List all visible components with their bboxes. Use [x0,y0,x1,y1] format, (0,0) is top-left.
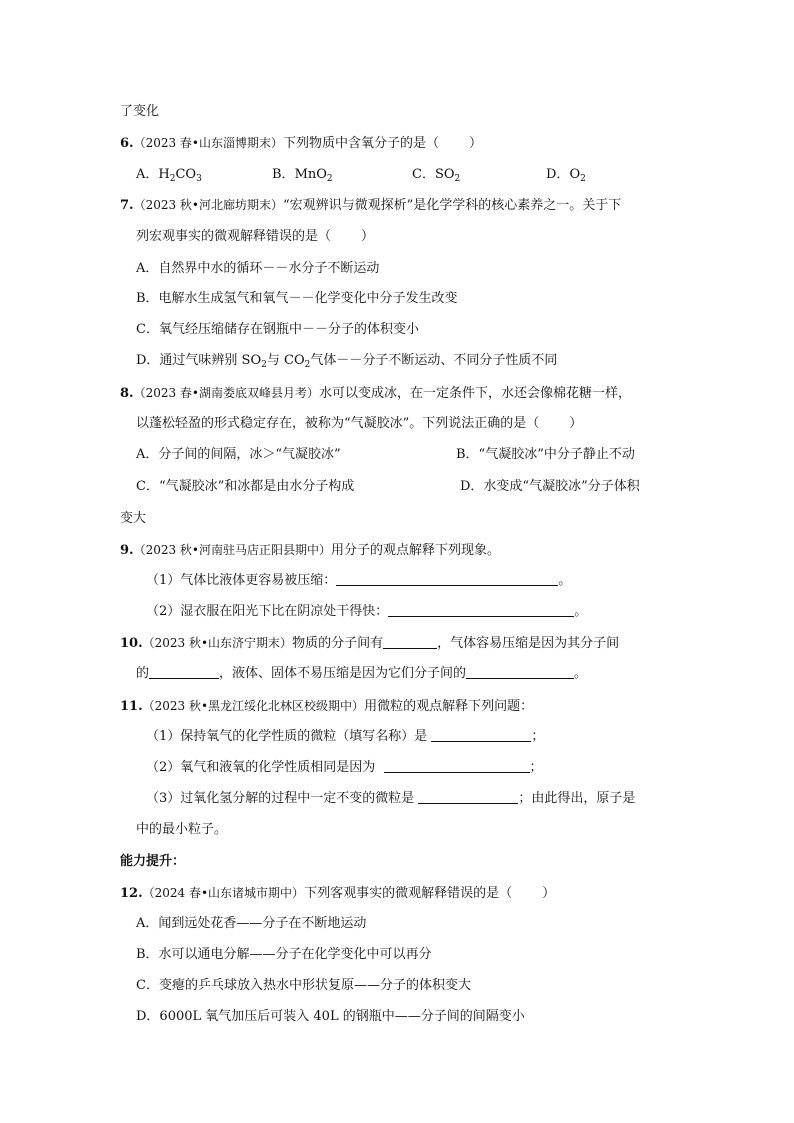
q11-sub-2: （2）氧气和液氧的化学性质相同是因为 ； [146,760,543,775]
q6-option-a: A．$H_2CO_3$ [136,167,202,184]
question-7-stem: 7.（2023 秋•河北廊坊期末）“宏观辨识与微观探析”是化学学科的核心素养之一。关于下 [120,198,622,213]
q7-option-b: B．电解水生成氢气和氧气－－化学变化中分子发生改变 [136,291,458,306]
question-number: 10. [120,636,143,651]
q6-option-c: C．$SO_2$ [412,167,461,184]
q11-sub-1: （1）保持氧气的化学性质的微粒（填写名称）是 ； [146,729,545,744]
q8-option-d: D．水变成“气凝胶冰”分子体积 [460,479,640,494]
question-number: 12. [120,886,143,901]
question-source: （2024 春•山东诸城市期中） [142,886,305,900]
q8-option-c: C．“气凝胶冰”和冰都是由水分子构成 [136,479,355,494]
q6-option-b: B．MnO$_2$ [272,167,333,184]
q11-sub-3-cont: 中的最小粒子。 [136,822,228,837]
question-6-stem: 6.（2023 春•山东淄博期末）下列物质中含氧分子的是（ ） [120,136,483,151]
question-source: （2023 秋•河南驻马店正阳县期中） [133,543,332,557]
q8-option-b: B．“气凝胶冰”中分子静止不动 [456,447,635,462]
q6-option-d: D．$O_2$ [546,167,586,184]
q11-sub-3: （3）过氧化氢分解的过程中一定不变的微粒是 ；由此得出，原子是 [146,791,636,806]
answer-blank[interactable] [466,665,574,679]
question-source: （2023 春•山东淄博期末） [133,136,284,150]
question-8-stem: 8.（2023 春•湖南娄底双峰县月考）水可以变成冰，在一定条件下，水还会像棉花糖一样， [120,386,632,401]
question-source: （2023 秋•河北廊坊期末） [133,198,284,212]
answer-blank[interactable] [384,759,530,773]
section-heading: 能力提升： [120,854,186,869]
question-number: 6. [120,136,134,151]
question-7-stem-cont: 列宏观事实的微观解释错误的是（ ） [136,229,375,244]
question-number: 8. [120,386,134,401]
q9-sub-2: （2）湿衣服在阳光下比在阴凉处干得快： 。 [146,604,588,619]
q8-option-d-cont: 变大 [120,511,147,526]
q7-option-a: A．自然界中水的循环－－水分子不断运动 [136,261,380,276]
question-text: 下列物质中含氧分子的是（ [283,136,440,151]
answer-blank[interactable] [149,665,219,679]
answer-blank[interactable] [388,603,574,617]
question-source: （2023 春•湖南娄底双峰县月考） [133,386,320,400]
question-number: 7. [120,198,134,213]
question-source: （2023 秋•山东济宁期末） [142,636,293,650]
q12-option-b: B．水可以通电分解——分子在化学变化中可以再分 [136,947,432,962]
q7-option-c: C．氧气经压缩储存在钢瓶中－－分子的体积变小 [136,322,419,337]
answer-blank[interactable] [336,572,558,586]
q12-option-c: C．变瘪的乒乓球放入热水中形状复原——分子的体积变大 [136,978,471,993]
q8-option-a: A．分子间的间隔，冰＞“气凝胶冰” [136,447,341,462]
question-10-stem: 10.（2023 秋•山东济宁期末）物质的分子间有 ，气体容易压缩是因为其分子间 [120,636,620,651]
answer-blank[interactable] [418,790,518,804]
question-number: 9. [120,543,134,558]
answer-blank[interactable] [431,728,531,742]
q7-option-d: D．通过气味辨别 $SO_2$与 $CO_2$气体－－分子不断运动、不同分子性质不同 [136,353,558,370]
answer-blank[interactable] [383,635,437,649]
q12-option-d: D．6000L 氧气加压后可装入 40L 的钢瓶中——分子间的间隔变小 [136,1009,525,1024]
question-12-stem: 12.（2024 春•山东诸城市期中）下列客观事实的微观解释错误的是（ ） [120,886,556,901]
question-8-stem-cont: 以蓬松轻盈的形式稳定存在，被称为“气凝胶冰”。下列说法正确的是（ ） [136,416,583,431]
q9-sub-1: （1）气体比液体更容易被压缩： 。 [146,573,572,588]
question-number: 11. [120,699,143,714]
question-source: （2023 秋•黑龙江绥化北林区校级期中） [142,699,365,713]
q12-option-a: A．闻到远处花香——分子在不断地运动 [136,916,367,931]
question-9-stem: 9.（2023 秋•河南驻马店正阳县期中）用分子的观点解释下列现象。 [120,543,501,558]
question-10-cont: 的 ，液体、固体不易压缩是因为它们分子间的 。 [136,666,588,681]
carry-over-text: 了变化 [120,104,160,119]
question-11-stem: 11.（2023 秋•黑龙江绥化北林区校级期中）用微粒的观点解释下列问题： [120,699,534,714]
